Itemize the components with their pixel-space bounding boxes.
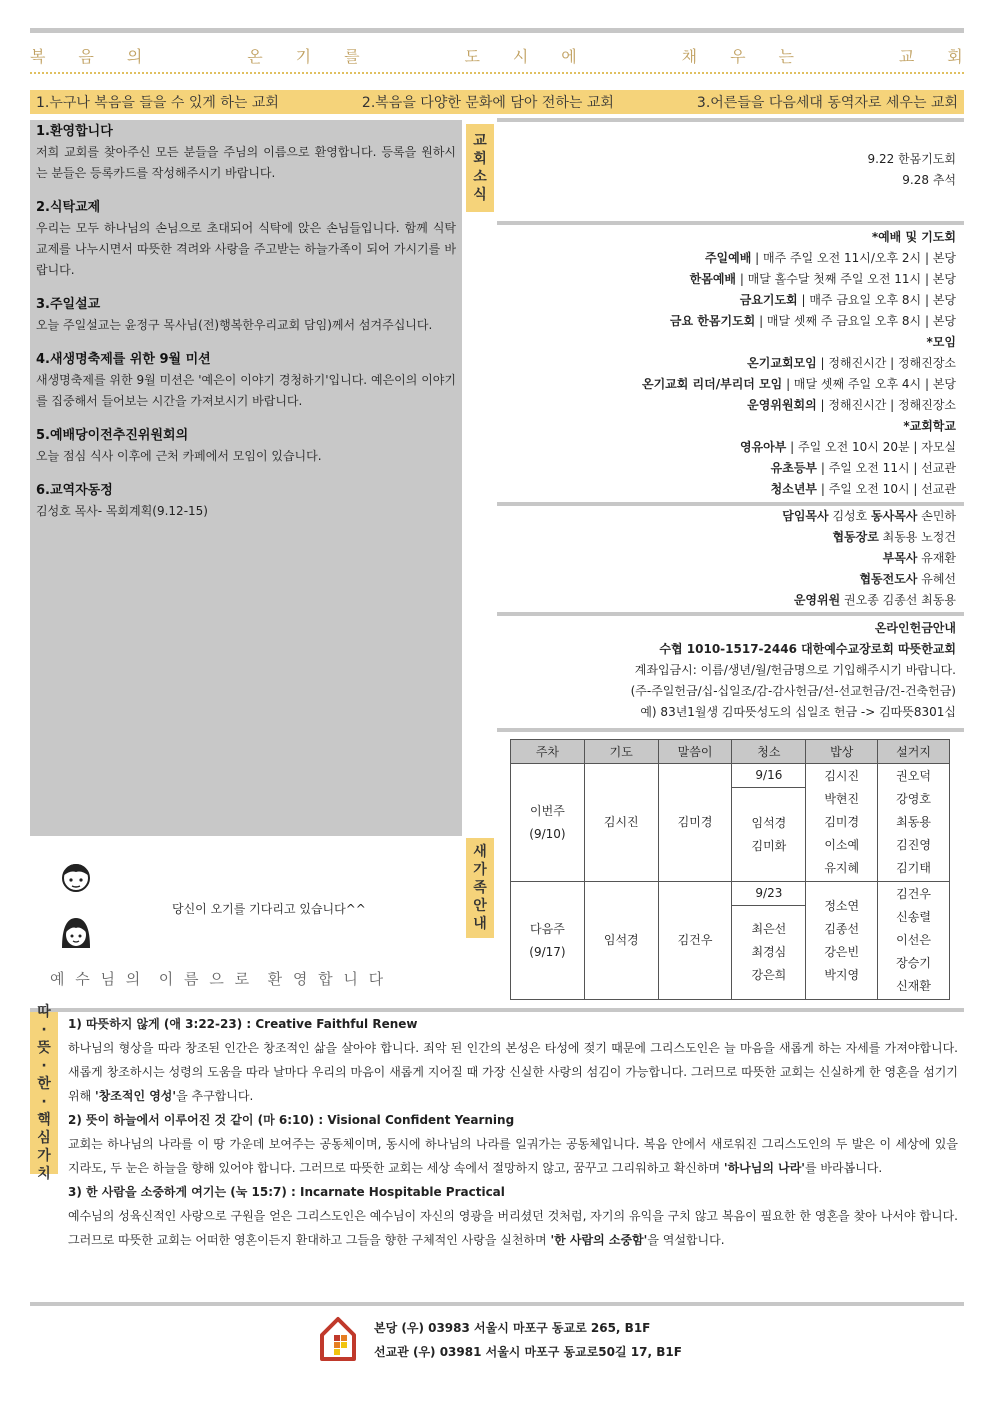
worship-item: 한몸예배 | 매달 홀수달 첫째 주일 오전 11시 | 본당 bbox=[689, 272, 956, 286]
footer bbox=[318, 1315, 738, 1365]
column-header: 밥상 bbox=[806, 740, 878, 764]
notice-title: 3.주일설교 bbox=[36, 297, 101, 312]
column-header: 말씀이 bbox=[658, 740, 732, 764]
tab-newcomer bbox=[466, 838, 494, 938]
notice-title: 1.환영합니다 bbox=[36, 124, 113, 139]
notice-body: 김성호 목사- 목회계획(9.12-15) bbox=[36, 504, 208, 518]
vision-bar bbox=[30, 90, 964, 114]
offering-line: 예) 83년1월생 김따뜻성도의 십일조 헌금 -> 김따뜻8301십 bbox=[640, 705, 956, 719]
divider bbox=[497, 728, 964, 732]
school-item: 청소년부 | 주일 오전 10시 | 선교관 bbox=[770, 482, 956, 496]
notice-body: 오늘 주일설교는 윤정구 목사님(전)행복한우리교회 담임)께서 섬겨주십니다. bbox=[36, 318, 433, 332]
core-value-text: 하나님의 형상을 따라 창조된 인간은 창조적인 삶을 살아야 합니다. 죄악 된 인간의 본성은 타성에 젖기 때문에 그리스도인은 늘 마음을 새롭게 하는 자세를 가져야합니다. 새롭게 창조하시는 성령의 도움을 따라 날마다 우리의 마음이 새롭게 지어질 때 가장 신실한 사랑의 섬김이 가능합니다. 그러므로 따뜻한 교회는 신실하게 한 영혼을 섬기기 위해 '창조적인 영성'을 추구합니다. bbox=[68, 1041, 958, 1103]
notice-title: 6.교역자동정 bbox=[36, 483, 113, 498]
school-item: 유초등부 | 주일 오전 11시 | 선교관 bbox=[770, 461, 956, 475]
worship-item: 금요 한몸기도회 | 매달 셋째 주 금요일 오후 8시 | 본당 bbox=[669, 314, 956, 328]
week-cell: 이번주 (9/10) bbox=[511, 764, 585, 882]
meal-cell: 김시진 박현진 김미경 이소예 유지혜 bbox=[806, 764, 878, 882]
column-header: 설거지 bbox=[878, 740, 950, 764]
tab-char: 핵 bbox=[37, 1112, 51, 1128]
welcome-message: 당신이 오기를 기다리고 있습니다^^ bbox=[172, 902, 366, 916]
tab-core-values bbox=[30, 1004, 58, 1182]
core-value-title: 3) 한 사람을 소중하게 여기는 (눅 15:7) : Incarnate Hospitable Practical bbox=[68, 1185, 505, 1199]
vision-item: 2.복음을 다양한 문화에 담아 전하는 교회 bbox=[361, 95, 614, 111]
notice-item bbox=[36, 426, 456, 467]
motto-char: 음 bbox=[78, 47, 95, 66]
motto-char: 시 bbox=[512, 47, 530, 66]
core-value-text: 교회는 하나님의 나라를 이 땅 가운데 보여주는 공동체이며, 동시에 하나님의 나라를 일궈가는 공동체입니다. 복음 안에서 새로워진 그리스도인의 두 발은 이 세상에 있을 지라도, 두 눈은 하늘을 향해 있어야 합니다. 그러므로 따뜻한 교회는 세상 속에서 절망하지 않고, 꿈꾸고 그리워하고 확신하며 '하나님의 나라'를 바라봅니다. bbox=[68, 1137, 958, 1175]
schedule-block bbox=[497, 149, 964, 191]
tab-char: 내 bbox=[473, 916, 487, 932]
motto-char: 도 bbox=[464, 47, 481, 66]
motto-char: 를 bbox=[344, 47, 361, 66]
staff-row: 담임목사 김성호 동사목사 손민하 bbox=[782, 509, 956, 523]
motto-char: 회 bbox=[947, 47, 964, 66]
meeting-item: 운영위원회의 | 정해진시간 | 정해진장소 bbox=[747, 398, 956, 412]
offering-account: 수협 1010-1517-2446 대한예수교장로회 따뜻한교회 bbox=[659, 642, 956, 656]
welcome-area bbox=[30, 846, 462, 996]
tab-char: 안 bbox=[473, 898, 487, 914]
clean-cell: 최은선 최경심 강은희 bbox=[732, 906, 806, 1000]
tab-char: 소 bbox=[473, 169, 487, 185]
tab-char: 가 bbox=[37, 1148, 51, 1164]
offering-line: (주-주일헌금/십-십일조/감-감사헌금/선-선교헌금/건-건축헌금) bbox=[630, 684, 956, 698]
motto-char: 는 bbox=[778, 47, 795, 66]
week-cell: 다음주 (9/17) bbox=[511, 882, 585, 1000]
school-heading: *교회학교 bbox=[903, 419, 956, 433]
core-value-title: 1) 따뜻하지 않게 (애 3:22-23) : Creative Faithful Renew bbox=[68, 1017, 418, 1031]
notice-body: 우리는 모두 하나님의 손님으로 초대되어 식탁에 앉은 손님들입니다. 함께 식탁교제를 나누시면서 따뜻한 격려와 사랑을 주고받는 하늘가족이 되어 가시기를 바랍니다. bbox=[36, 221, 456, 277]
core-value-title: 2) 뜻이 하늘에서 이루어진 것 같이 (마 6:10) : Visional Confident Yearning bbox=[68, 1113, 515, 1127]
duty-table bbox=[510, 739, 950, 1000]
prayer-cell: 임석경 bbox=[584, 882, 658, 1000]
notice-body: 오늘 점심 식사 이후에 근처 카페에서 모임이 있습니다. bbox=[36, 449, 322, 463]
staff-block bbox=[497, 506, 964, 611]
motto-char: 교 bbox=[898, 47, 916, 66]
motto-char: 채 bbox=[681, 47, 699, 66]
clean-date-cell: 9/23 bbox=[732, 882, 806, 906]
tab-church-news bbox=[466, 124, 494, 212]
dish-cell: 김건우 신송렬 이선은 장승기 신재환 bbox=[878, 882, 950, 1000]
mission-address: 선교관 (우) 03981 서울시 마포구 동교로50길 17, B1F bbox=[374, 1345, 682, 1359]
school-item: 영유아부 | 주일 오전 10시 20분 | 자모실 bbox=[739, 440, 956, 454]
notice-item bbox=[36, 481, 456, 522]
tab-char: 새 bbox=[473, 844, 487, 860]
notice-body: 저희 교회를 찾아주신 모든 분들을 주님의 이름으로 환영합니다. 등록을 원하시는 분들은 등록카드를 작성해주시기 바랍니다. bbox=[36, 145, 456, 180]
notice-item bbox=[36, 295, 456, 336]
prayer-cell: 김시진 bbox=[584, 764, 658, 882]
divider bbox=[30, 1302, 964, 1306]
main-address: 본당 (우) 03983 서울시 마포구 동교로 265, B1F bbox=[374, 1321, 651, 1335]
tab-char: 치 bbox=[37, 1166, 51, 1182]
divider bbox=[497, 118, 964, 122]
meal-cell: 정소연 김종선 강은빈 박지영 bbox=[806, 882, 878, 1000]
woman-icon bbox=[60, 914, 92, 952]
column-header: 기도 bbox=[584, 740, 658, 764]
word-cell: 김건우 bbox=[658, 882, 732, 1000]
worship-block bbox=[497, 227, 964, 500]
tab-char: 뜻 bbox=[37, 1040, 51, 1056]
tab-char: · bbox=[41, 1094, 47, 1110]
tab-char: 가 bbox=[473, 862, 487, 878]
motto-char: 에 bbox=[561, 47, 578, 66]
motto-char: 기 bbox=[295, 47, 313, 66]
notices-panel bbox=[30, 120, 462, 836]
motto-char: 온 bbox=[247, 47, 264, 66]
table-row bbox=[511, 764, 950, 788]
worship-heading: *예배 및 기도회 bbox=[871, 230, 956, 244]
man-icon bbox=[60, 860, 92, 896]
table-row bbox=[511, 882, 950, 906]
notice-item bbox=[36, 350, 456, 412]
motto-char: 복 bbox=[30, 47, 47, 66]
worship-item: 주일예배 | 매주 주일 오전 11시/오후 2시 | 본당 bbox=[704, 251, 956, 265]
tab-char: 심 bbox=[37, 1130, 51, 1146]
notice-title: 2.식탁교제 bbox=[36, 200, 101, 215]
staff-row: 부목사 유재환 bbox=[882, 551, 956, 565]
offering-block bbox=[497, 618, 964, 723]
offering-line: 계좌입금시: 이름/생년/월/헌금명으로 기입해주시기 바랍니다. bbox=[634, 663, 956, 677]
notice-title: 5.예배당이전추진위원회의 bbox=[36, 428, 189, 443]
church-motto bbox=[30, 44, 964, 72]
meeting-item: 온기교회모임 | 정해진시간 | 정해진장소 bbox=[747, 356, 956, 370]
motto-char: 의 bbox=[126, 47, 144, 66]
notice-item bbox=[36, 198, 456, 281]
notice-body: 새생명축제를 위한 9월 미션은 '예은이 이야기 경청하기'입니다. 예은이의 이야기를 집중해서 들어보는 시간을 가져보시기 바랍니다. bbox=[36, 373, 456, 408]
core-values-body bbox=[68, 1012, 958, 1252]
meeting-heading: *모임 bbox=[926, 335, 956, 349]
dish-cell: 권오덕 강영호 최동용 김진영 김기태 bbox=[878, 764, 950, 882]
core-value-text: 예수님의 성육신적인 사랑으로 구원을 얻은 그리스도인은 예수님이 자신의 영광을 버리셨던 것처럼, 자기의 유익을 구치 않고 복음이 필요한 한 영혼을 찾아 나서야 합니다. 그러므로 따뜻한 교회는 어떠한 영혼이든지 환대하고 그들을 향한 구체적인 사랑을 실천하며 '한 사람의 소중함'을 역설합니다. bbox=[68, 1209, 958, 1247]
tab-char: 교 bbox=[473, 133, 487, 149]
table-header-row bbox=[511, 740, 950, 764]
tab-char: 식 bbox=[473, 187, 487, 203]
tab-char: 한 bbox=[37, 1076, 51, 1092]
tab-char: · bbox=[41, 1022, 47, 1038]
divider bbox=[497, 221, 964, 225]
offering-title: 온라인헌금안내 bbox=[874, 621, 956, 635]
staff-row: 협동장로 최동용 노정건 bbox=[832, 530, 956, 544]
word-cell: 김미경 bbox=[658, 764, 732, 882]
tab-char: · bbox=[41, 1058, 47, 1074]
tab-char: 따 bbox=[37, 1004, 51, 1020]
motto-underline bbox=[30, 72, 964, 74]
vision-item: 3.어른들을 다음세대 동역자로 세우는 교회 bbox=[696, 95, 958, 111]
column-header: 주차 bbox=[511, 740, 585, 764]
staff-row: 운영위원 권오종 김종선 최동용 bbox=[793, 593, 956, 607]
top-rule bbox=[30, 28, 964, 33]
clean-cell: 임석경 김미화 bbox=[732, 788, 806, 882]
vision-item: 1.누구나 복음을 들을 수 있게 하는 교회 bbox=[36, 95, 279, 111]
column-header: 청소 bbox=[732, 740, 806, 764]
schedule-item: 9.22 한몸기도회 bbox=[867, 152, 956, 166]
tab-char: 회 bbox=[473, 151, 487, 167]
worship-item: 금요기도회 | 매주 금요일 오후 8시 | 본당 bbox=[739, 293, 956, 307]
divider bbox=[497, 612, 964, 616]
staff-row: 협동전도사 유혜선 bbox=[859, 572, 956, 586]
tab-char: 족 bbox=[473, 880, 487, 896]
schedule-item: 9.28 추석 bbox=[902, 173, 956, 187]
welcome-slogan: 예 수 님 의 이 름 으 로 환 영 합 니 다 bbox=[50, 970, 387, 988]
notice-item bbox=[36, 122, 456, 184]
notice-title: 4.새생명축제를 위한 9월 미션 bbox=[36, 352, 211, 367]
clean-date-cell: 9/16 bbox=[732, 764, 806, 788]
motto-char: 우 bbox=[730, 47, 747, 66]
meeting-item: 온기교회 리더/부리더 모임 | 매달 셋째 주일 오후 4시 | 본당 bbox=[641, 377, 956, 391]
church-logo-icon bbox=[318, 1315, 358, 1363]
